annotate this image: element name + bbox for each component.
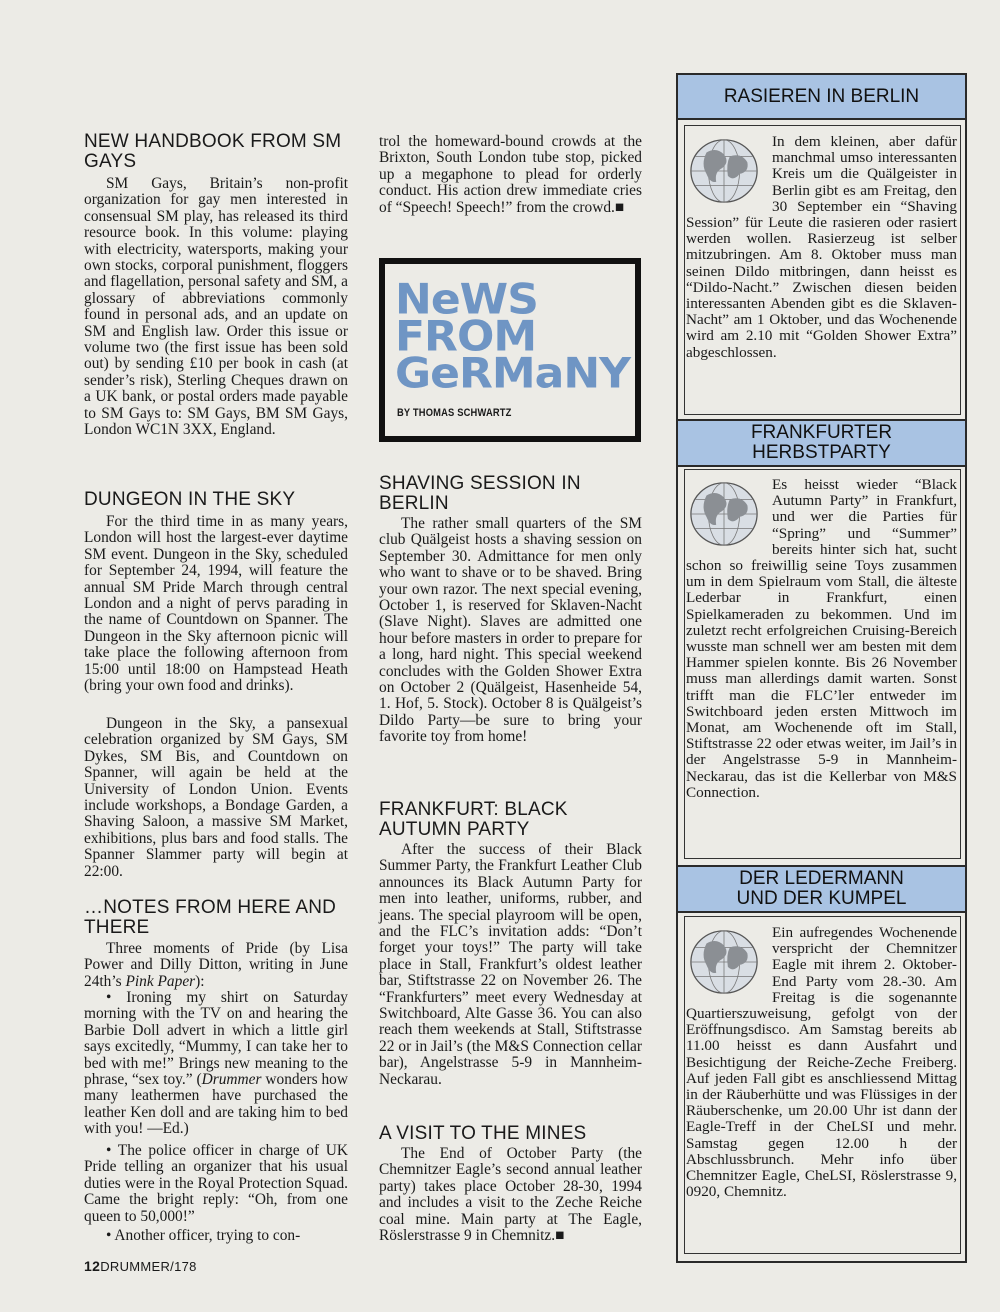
paragraph-handbook: SM Gays, Britain’s non-profit organization for gay men interested in consensual SM play, has released its third resource book. In this volume: playing with electricity, watersports, making your own stocks, corporal punishment, floggers and flagellation, personal safety and SM, a glossary of abbreviations commonly found in personal ads, and an update on SM and English law. Order this issue or volume two (the first issue has been sold out) by sending £10 per book in cash (at sender’s risk), Sterling Cheques drawn on a UK bank, or postal orders made payable to SM Gays to: SM Gays, BM SM Gays, London WC1N 3XX, England. xyxy=(84,175,348,439)
bullet-police-officer: • The police officer in charge of UK Pride telling an organizer that his usual duties were in the Royal Protection Squad. Came the bright reply: “Oh, from one queen to 50,000!” xyxy=(84,1142,348,1225)
headline-dungeon: DUNGEON IN THE SKY xyxy=(84,489,296,510)
magazine-issue: DRUMMER/178 xyxy=(100,1259,197,1274)
paragraph-visit-mines: The End of October Party (the Chemnitzer Eagle’s second annual leather party) takes place October 28-30, 1994 and includes a visit to the Zeche Reiche coal mine. Main party at The Eagle, Röslerstrasse 9 in Chemnitz.■ xyxy=(379,1145,642,1245)
masthead-title xyxy=(395,275,630,398)
paragraph-continued: trol the homeward-bound crowds at the Brixton, South London tube stop, picked up a megaphone to plead for orderly conduct. His action drew immediate cries of “Speech! Speech!” from the crowd.■ xyxy=(379,133,642,216)
german-sidebar xyxy=(676,73,967,1263)
headline-frankfurt-black-autumn: FRANKFURT: BLACK AUTUMN PARTY xyxy=(379,799,568,840)
page-footer xyxy=(84,1258,197,1274)
byline: BY THOMAS SCHWARTZ xyxy=(397,407,512,419)
globe-icon xyxy=(682,134,766,208)
headline-notes: …NOTES FROM HERE AND THERE xyxy=(84,897,337,938)
sidebar-body-rasieren: In dem kleinen, aber dafür manchmal umso interessanten Kreis um die Quälgeister in Berlin gibt es am Freitag, den 30 September ein “Shaving Session” für Leute die rasieren oder rasiert werden wollen. Rasierzeug ist selber mitzubringen. Am 8. Oktober muss man seinen Dildo mitbringen, dann heisst es “Dildo-Nacht.” Zwischen diesen beiden interessanten Abenden gibt es die Sklaven-Nacht” am 1 Oktober, und das Wochenende wird am 2.10 mit “Golden Shower Extra” abgeschlossen. xyxy=(686,134,957,361)
headline-handbook: NEW HANDBOOK FROM SM GAYS xyxy=(84,131,342,172)
sidebar-body-ledermann: Ein aufregendes Wochenende verspricht der Chemnitzer Eagle mit ihrem 2. Oktober-End Party vom 28.-30. Am Freitag is die sogenannte Quartierszuweisung, gefolgt von der Eröffnungsdisco. Am Samstag bereits ab 11.00 heisst es dann Ausfahrt und Besichtigung der Reiche-Zeche Freiberg. Auf jeden Fall gibt es anschliessend Mittag in der Räuberhütte und was Flüssiges in der Räuberschenke, um 20.00 Uhr ist dann der Eagle-Treff in der CheLSI und mehr. Samstag gegen 12.00 h der Abschlussbrunch. Mehr info über Chemnitzer Eagle, CheLSI, Röslerstrasse 9, 0920, Chemnitz. xyxy=(686,925,957,1200)
masthead-line-3: GeRMaNY xyxy=(395,349,630,398)
bullet-another-officer: • Another officer, trying to con- xyxy=(106,1227,301,1244)
sidebar-header-rasieren: RASIEREN IN BERLIN xyxy=(678,75,965,120)
sidebar-header-ledermann: DER LEDERMANN UND DER KUMPEL xyxy=(678,865,965,913)
masthead-line-1: NeWS xyxy=(395,275,538,324)
globe-icon xyxy=(682,925,766,999)
paragraph-frankfurt: After the success of their Black Summer Party, the Frankfurt Leather Club announces its Black Autumn Party for men into leather, uniforms, rubber, and jeans. The special playroom will be open, and the FLC’s invitation adds: “Don’t forget your toys!” The party will take place in Stall, Frankfurt’s oldest leather bar, Stiftstrasse 22 on November 26. The “Frankfurters” meet every Wednesday at Switchboard, Alte Gasse 36. You can also reach them weekends at Stall, Stiftstrasse 22 or in Jail’s (the M&S Connection cellar bar), Angelstrasse 5-9 in Mannheim-Neckarau. xyxy=(379,841,642,1088)
globe-icon xyxy=(682,477,766,551)
headline-visit-mines: A VISIT TO THE MINES xyxy=(379,1123,587,1144)
masthead-line-2: FROM xyxy=(395,312,537,361)
sidebar-body-frankfurter: Es heisst wieder “Black Autumn Party” in Frankfurt, und wer die Parties für “Spring” und “Summer” bereits hinter sich hat, sucht schon so freiwillig seine Toys zusammen um in dem Spielraum vom Stall, die älteste Lederbar in Frankfurt, einen Spielkameraden zu bekommen. Und im zuletzt recht erfolgreichen Cruising-Bereich wusste man schnell wer am besten mit dem Hammer spielen konnte. Bis 26 November muss man allerdings damit warten. Sonst trifft man die FLC’ler entweder im Switchboard jeden ersten Mittwoch im Monat, am Wochenende oft im Stall, Stiftstrasse 22 oder etwas weiter, im Jail’s in der Angelstrasse 5-9 in Mannheim-Neckarau, das ist die Kellerbar von M&S Connection. xyxy=(686,477,957,801)
news-from-germany-masthead xyxy=(379,258,641,442)
end-mark: ■ xyxy=(555,1227,565,1245)
end-mark: ■ xyxy=(614,198,625,216)
headline-shaving-session: SHAVING SESSION IN BERLIN xyxy=(379,473,581,514)
page-number: 12 xyxy=(84,1258,101,1274)
bullet-ironing: • Ironing my shirt on Saturday morning with the TV on and hearing the Barbie Doll advert in which a little girl says excitedly, “Mummy, I can take her to bed with me!” Brings new meaning to the phrase, “sex toy.” (Drummer wonders how many leathermen have purchased the leather Ken doll and are taking him to bed with you! —Ed.) xyxy=(84,989,348,1138)
paragraph-shaving-session: The rather small quarters of the SM club Quälgeist hosts a shaving session on September 30. Admittance for men only who want to shave or to be shaved. Bring your own razor. The next special evening, October 1, is reserved for Sklaven-Nacht (Slave Night). Slaves are admitted one hour before masters in order to prepare for a long, hard night. This special weekend concludes with the Golden Shower Extra on October 2 (Quälgeist, Hasenheide 54, 1. Hof, 5. Stock). October 8 is Quälgeist’s Dildo Party—be sure to bring your favorite toy from home! xyxy=(379,515,642,746)
paragraph-notes-intro: Three moments of Pride (by Lisa Power and Dilly Ditton, writing in June 24th’s Pink Paper): xyxy=(84,940,348,990)
paragraph-dungeon-2: Dungeon in the Sky, a pansexual celebration organized by SM Gays, SM Dykes, SM Bis, and Countdown on Spanner, will again be held at the University of London Union. Events include workshops, a Bondage Garden, a Shaving Saloon, a massive SM Market, exhibitions, plus bars and food stalls. The Spanner Slammer party will begin at 22:00. xyxy=(84,715,348,880)
paragraph-dungeon-1: For the third time in as many years, London will host the largest-ever daytime SM event. Dungeon in the Sky, scheduled for September 24, 1994, will feature the annual SM Pride March through central London and a night of pervs parading in the name of Countdown on Spanner. The Dungeon in the Sky afternoon picnic will take place the following afternoon from 15:00 until 18:00 on Hampstead Heath (bring your own food and drinks). xyxy=(84,513,348,695)
sidebar-header-frankfurter: FRANKFURTER HERBSTPARTY xyxy=(678,419,965,467)
